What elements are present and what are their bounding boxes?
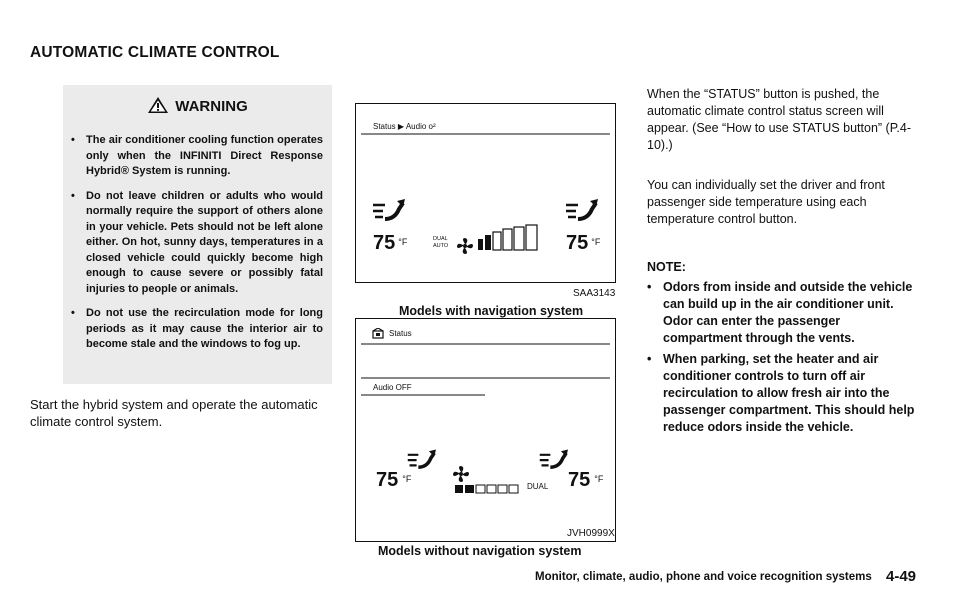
temperature-paragraph: You can individually set the driver and front passenger side temperature using each temperature control button. [647, 178, 885, 226]
warning-heading-text: WARNING [175, 98, 248, 115]
note-item: • When parking, set the heater and air conditioner controls to turn off air recirculation to allow fresh air into the passenger compartment. This should help reduce odors inside the vehicle. [647, 351, 919, 436]
figure-caption: Models with navigation system [399, 304, 584, 318]
intro-paragraph: Start the hybrid system and operate the automatic climate control system. [30, 397, 318, 429]
note-list [647, 279, 919, 440]
status-label: Status [389, 329, 412, 338]
fan-icon [456, 237, 474, 255]
fan-speed-bars [454, 482, 524, 494]
vent-airflow-icon [564, 199, 598, 225]
temperature-right: 75 $^{^\circ F}$ [566, 232, 601, 254]
note-heading: NOTE: [647, 260, 686, 274]
warning-list [71, 133, 323, 362]
screen-with-navigation [355, 103, 616, 283]
page-number: 4-49 [886, 568, 917, 585]
temperature-right: 75 $^{^\circ F}$ [568, 469, 604, 491]
fan-icon [452, 465, 470, 483]
status-button-paragraph: When the “STATUS” button is pushed, the automatic climate control status screen will appear. (See “How to use STATUS button” (P.4-10).) [647, 87, 912, 152]
status-audio-line: Status ▶ Audio o² [373, 122, 436, 131]
audio-status-label: Audio OFF [373, 383, 412, 392]
temperature-left: 75 $^{^\circ F}$ [373, 232, 408, 254]
footer-chapter-title: Monitor, climate, audio, phone and voice recognition systems [535, 571, 872, 583]
warning-icon [147, 96, 169, 114]
mode-indicator: DUAL AUTO [433, 236, 449, 249]
vent-airflow-icon [538, 449, 568, 473]
section-title: AUTOMATIC CLIMATE CONTROL [30, 44, 280, 61]
screen-without-navigation [355, 318, 616, 542]
warning-item: • The air conditioner cooling function operates only when the INFINITI Direct Response Hybrid® System is running. [71, 133, 323, 180]
fan-speed-bars [477, 223, 547, 251]
home-icon [372, 328, 384, 339]
warning-item: • Do not leave children or adults who would normally require the support of others alone in your vehicle. Pets should not be left alone either. On hot, sunny days, temperatures in a closed vehicle could quickly become high enough to cause severe or possibly fatal injuries to people or animals. [71, 189, 323, 298]
figure-caption: Models without navigation system [378, 544, 582, 558]
vent-airflow-icon [371, 199, 405, 225]
temperature-left: 75 $^{^\circ F}$ [376, 469, 412, 491]
figure-code: JVH0999X [567, 528, 615, 539]
warning-item: • Do not use the recirculation mode for long periods as it may cause the interior air to become stale and the windows to fog up. [71, 306, 323, 353]
mode-indicator: DUAL [527, 482, 549, 491]
figure-code: SAA3143 [573, 288, 616, 299]
warning-box [63, 85, 332, 384]
warning-heading [63, 96, 332, 115]
note-item: • Odors from inside and outside the vehicle can build up in the air conditioner unit. Odor can enter the passenger compartment through the vents. [647, 279, 919, 347]
